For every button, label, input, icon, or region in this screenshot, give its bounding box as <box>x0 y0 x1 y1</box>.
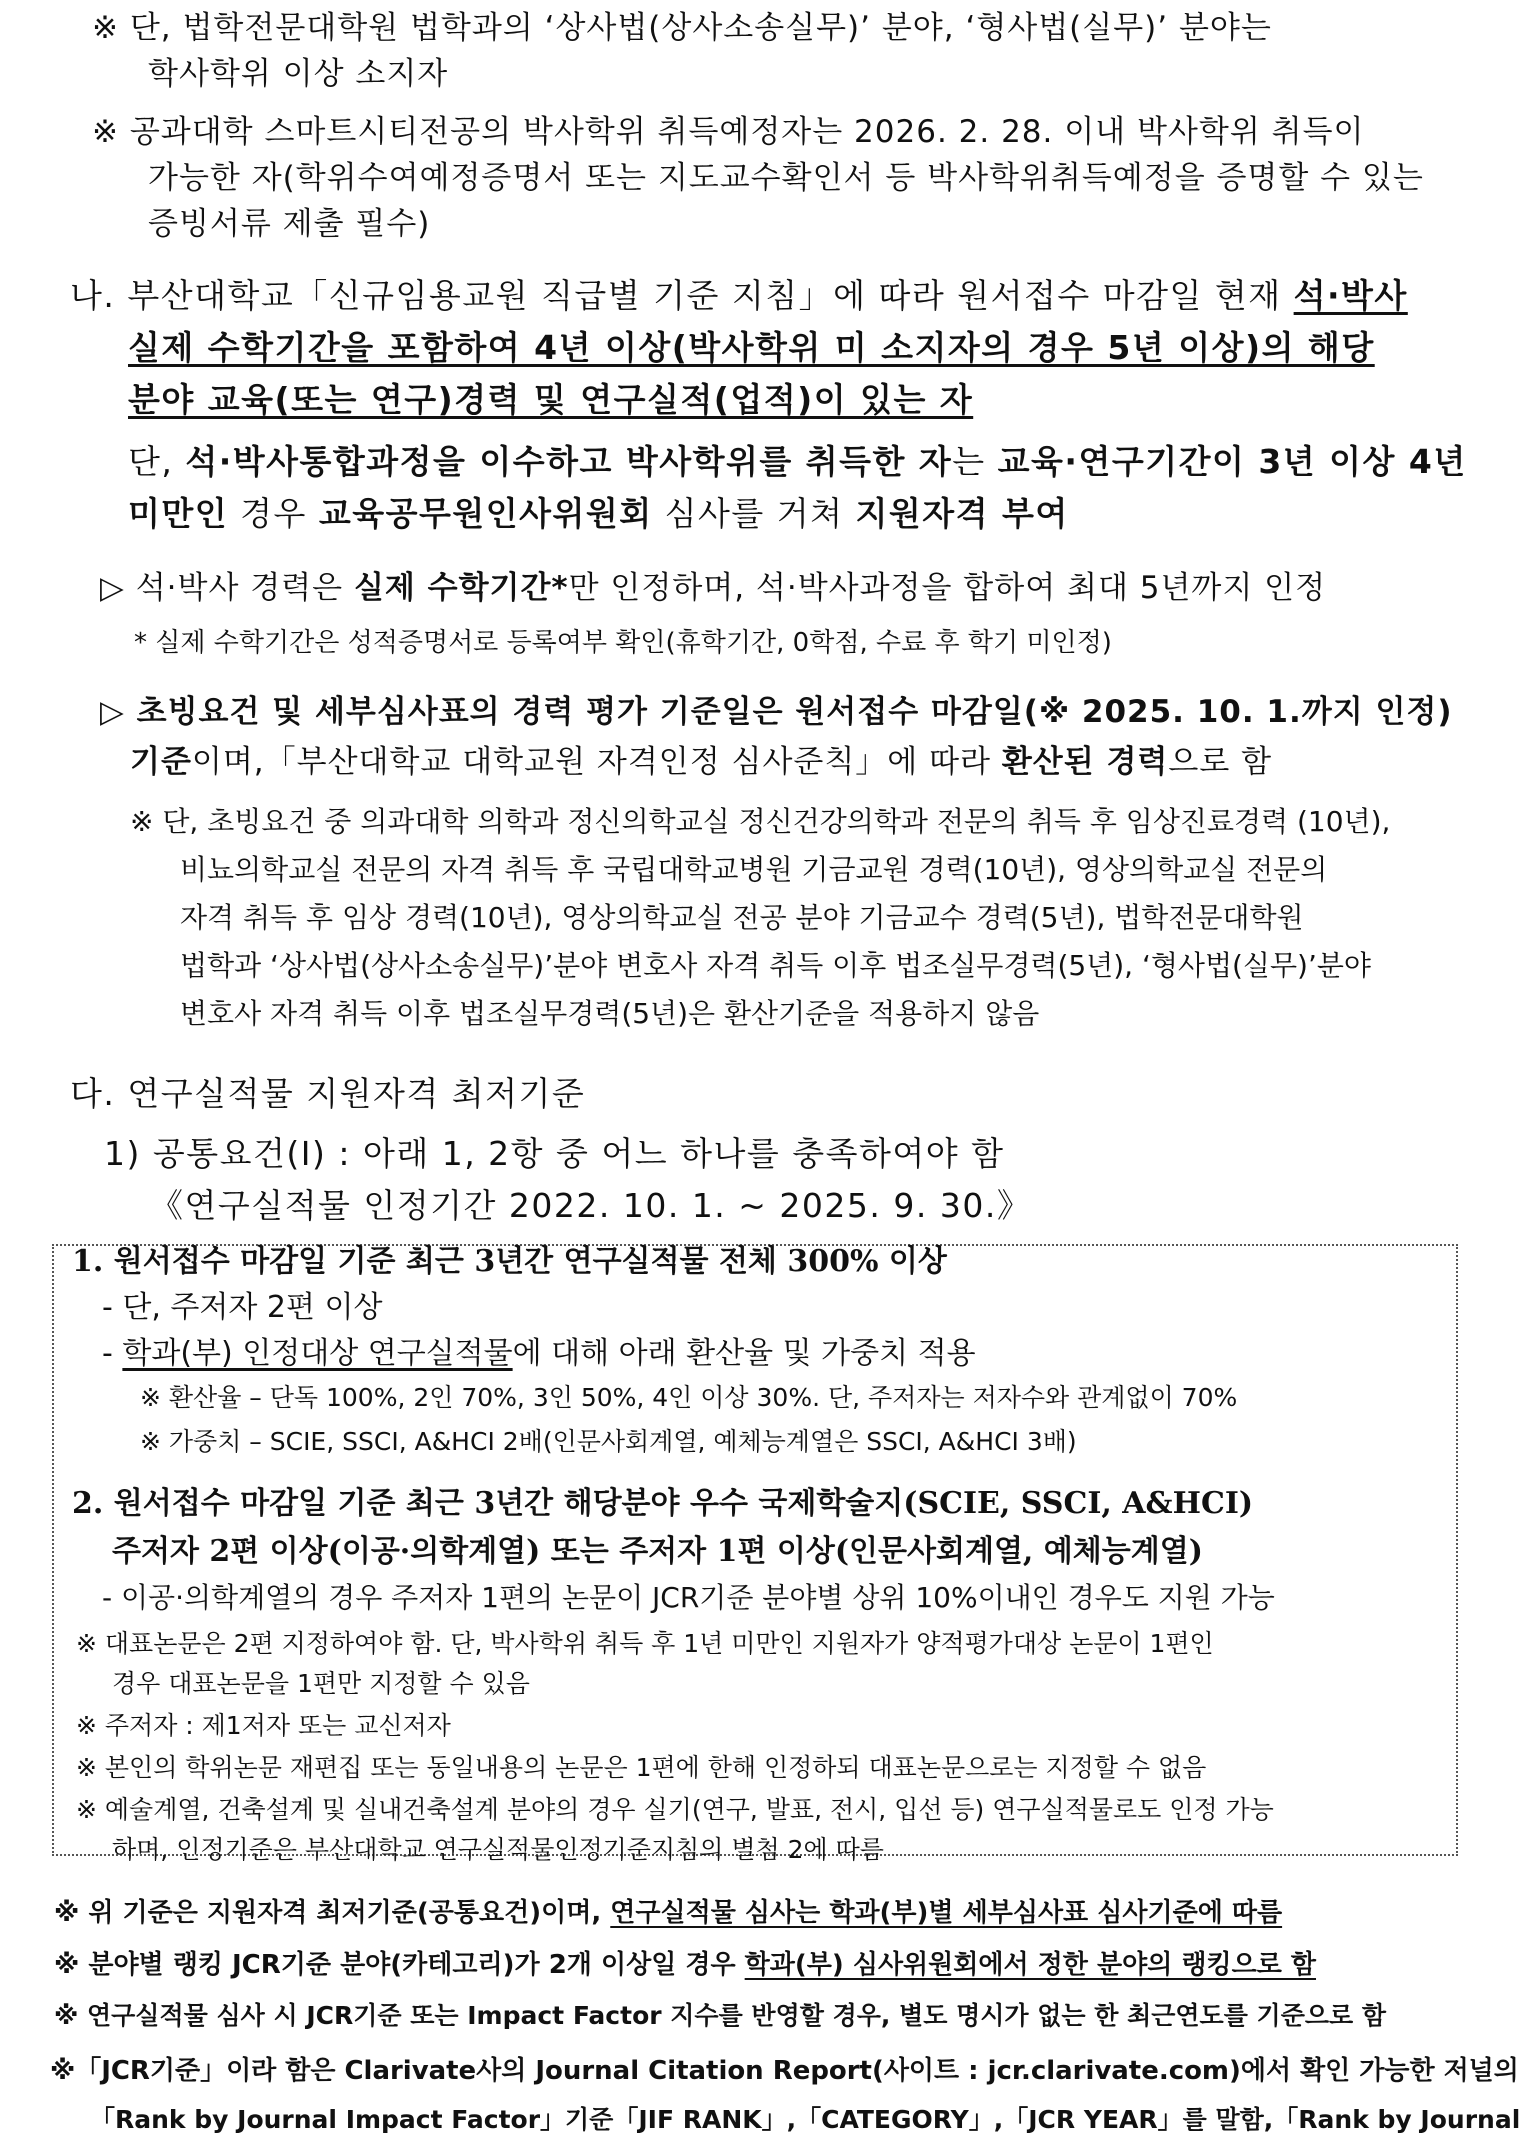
criteria-item-2-cont: 주저자 2편 이상(이공·의학계열) 또는 주저자 1편 이상(인문사회계열, 예체능계열) <box>112 1534 1203 1569</box>
emphasis-text: 석·박사 <box>1293 276 1408 315</box>
criteria-item-1: 1. 원서접수 마감일 기준 최근 3년간 연구실적물 전체 300% 이상 <box>72 1244 947 1279</box>
emphasis-text: 석·박사통합과정을 이수하고 박사학위를 취득한 자 <box>185 442 953 481</box>
underlined-text: 연구실적물 심사는 학과(부)별 세부심사표 심사기준에 따름 <box>610 1898 1283 1928</box>
underlined-text: 학과(부) 인정대상 연구실적물 <box>122 1336 513 1371</box>
text: 는 <box>952 442 998 481</box>
text: 나. 부산대학교「신규임용교원 직급별 기준 지침」에 따라 원서접수 마감일 현재 <box>70 276 1294 315</box>
emphasis-text: 환산된 경력 <box>1001 744 1169 780</box>
bottom-note-jcr-definition: ※「JCR기준」이라 함은 Clarivate사의 Journal Citation Report(사이트 : jcr.clarivate.com)에서 확인 가능한 저널의 <box>50 2056 1519 2086</box>
emphasis-text: 지원자격 부여 <box>855 494 1069 533</box>
footnote-study-period: * 실제 수학기간은 성적증명서로 등록여부 확인(휴학기간, 0학점, 수료 후 학기 미인정) <box>134 628 1112 658</box>
bottom-note-ranking <box>54 1944 1316 1981</box>
emphasis-text: 미만인 <box>128 494 229 533</box>
note-law-school: ※ 단, 법학전문대학원 법학과의 ‘상사법(상사소송실무)’ 분야, ‘형사법(실무)’ 분야는 <box>92 10 1272 46</box>
section-na-exception-cont <box>128 488 1069 535</box>
text: ※ 위 기준은 지원자격 최저기준(공통요건)이며, <box>54 1898 611 1928</box>
emphasis-text: 교육·연구기간이 3년 이상 4년 <box>997 442 1467 481</box>
note-conversion-exception-cont: 법학과 ‘상사법(상사소송실무)’분야 변호사 자격 취득 이후 법조실무경력(5년), ‘형사법(실무)’분야 <box>180 949 1371 982</box>
criteria-item-2-note: ※ 본인의 학위논문 재편집 또는 동일내용의 논문은 1편에 한해 인정하되 대표논문으로는 지정할 수 없음 <box>76 1753 1207 1782</box>
bullet-study-period <box>100 562 1326 607</box>
criteria-item-2-note: ※ 대표논문은 2편 지정하여야 함. 단, 박사학위 취득 후 1년 미만인 지원자가 양적평가대상 논문이 1편인 <box>76 1629 1214 1658</box>
criteria-item-2: 2. 원서접수 마감일 기준 최근 3년간 해당분야 우수 국제학술지(SCIE, SSCI, A&HCI) <box>72 1486 1254 1521</box>
section-da-heading: 다. 연구실적물 지원자격 최저기준 <box>70 1074 586 1113</box>
note-smart-city-cont: 가능한 자(학위수여예정증명서 또는 지도교수확인서 등 박사학위취득예정을 증명할 수 있는 <box>148 160 1424 196</box>
note-conversion-exception-cont: 변호사 자격 취득 이후 법조실무경력(5년)은 환산기준을 적용하지 않음 <box>180 997 1040 1030</box>
criteria-item-1-note: ※ 환산율 – 단독 100%, 2인 70%, 3인 50%, 4인 이상 30%. 단, 주저자는 저자수와 관계없이 70% <box>140 1383 1238 1412</box>
note-law-school-cont: 학사학위 이상 소지자 <box>148 56 449 92</box>
section-na-line3: 분야 교육(또는 연구)경력 및 연구실적(업적)이 있는 자 <box>128 380 974 419</box>
note-conversion-exception: ※ 단, 초빙요건 중 의과대학 의학과 정신의학교실 정신건강의학과 전문의 취득 후 임상진료경력 (10년), <box>130 805 1391 838</box>
emphasis-text: 교육공무원인사위원회 <box>318 494 653 533</box>
section-da-period: 《연구실적물 인정기간 2022. 10. 1. ~ 2025. 9. 30.》 <box>150 1186 1032 1225</box>
section-da-sub1: 1) 공통요건(Ⅰ) : 아래 1, 2항 중 어느 하나를 충족하여야 함 <box>104 1134 1005 1173</box>
criteria-item-2-note: ※ 주저자 : 제1저자 또는 교신저자 <box>76 1711 451 1740</box>
text: 심사를 거쳐 <box>652 494 856 533</box>
text: 만 인정하며, 석·박사과정을 합하여 최대 5년까지 인정 <box>568 570 1327 606</box>
emphasis-text: 실제 수학기간* <box>353 570 569 606</box>
underlined-text: 학과(부) 심사위원회에서 정한 분야의 랭킹으로 함 <box>744 1950 1317 1980</box>
note-smart-city-cont: 증빙서류 제출 필수) <box>148 206 431 242</box>
section-na-exception <box>128 436 1467 483</box>
text: 경우 <box>228 494 319 533</box>
bottom-note-min-criteria <box>54 1892 1282 1929</box>
criteria-item-1-note: ※ 가중치 – SCIE, SSCI, A&HCI 2배(인문사회계열, 예체능계열은 SSCI, A&HCI 3배) <box>140 1427 1077 1456</box>
text: - <box>102 1336 123 1371</box>
bullet-career-date-cont <box>130 736 1272 781</box>
text: 으로 함 <box>1168 744 1273 780</box>
emphasis-text: 기준 <box>130 744 192 780</box>
criteria-item-2-note-cont: 하며, 인정기준은 부산대학교 연구실적물인정기준지침의 별첨 2에 따름 <box>112 1835 884 1864</box>
bullet-career-date: ▷ 초빙요건 및 세부심사표의 경력 평가 기준일은 원서접수 마감일(※ 2025. 10. 1.까지 인정) <box>100 694 1453 730</box>
note-conversion-exception-cont: 자격 취득 후 임상 경력(10년), 영상의학교실 전공 분야 기금교수 경력(5년), 법학전문대학원 <box>180 901 1304 934</box>
criteria-item-2-note: ※ 예술계열, 건축설계 및 실내건축설계 분야의 경우 실기(연구, 발표, 전시, 입선 등) 연구실적물로도 인정 가능 <box>76 1795 1274 1824</box>
section-na-line2: 실제 수학기간을 포함하여 4년 이상(박사학위 미 소지자의 경우 5년 이상)의 해당 <box>128 328 1375 367</box>
note-smart-city: ※ 공과대학 스마트시티전공의 박사학위 취득예정자는 2026. 2. 28. 이내 박사학위 취득이 <box>92 114 1365 150</box>
text: 에 대해 아래 환산율 및 가중치 적용 <box>512 1336 976 1371</box>
bottom-note-jcr-definition-cont: 「Rank by Journal Impact Factor」기준「JIF RANK」,「CATEGORY」,「JCR YEAR」를 말함,「Rank by Journal <box>90 2105 1521 2134</box>
criteria-item-1-detail: - 단, 주저자 2편 이상 <box>102 1290 383 1325</box>
text: 단, <box>128 442 186 481</box>
criteria-item-2-detail: - 이공·의학계열의 경우 주저자 1편의 논문이 JCR기준 분야별 상위 10%이내인 경우도 지원 가능 <box>102 1581 1275 1614</box>
text: ※ 분야별 랭킹 JCR기준 분야(카테고리)가 2개 이상일 경우 <box>54 1950 745 1980</box>
note-conversion-exception-cont: 비뇨의학교실 전문의 자격 취득 후 국립대학교병원 기금교원 경력(10년), 영상의학교실 전문의 <box>180 853 1328 886</box>
criteria-item-2-note-cont: 경우 대표논문을 1편만 지정할 수 있음 <box>112 1669 530 1698</box>
text: 이며,「부산대학교 대학교원 자격인정 심사준칙」에 따라 <box>191 744 1002 780</box>
section-na-line1 <box>70 270 1408 317</box>
criteria-item-1-detail <box>102 1328 976 1372</box>
bottom-note-impact-factor: ※ 연구실적물 심사 시 JCR기준 또는 Impact Factor 지수를 반영할 경우, 별도 명시가 없는 한 최근연도를 기준으로 함 <box>54 2001 1387 2030</box>
text: ▷ 석·박사 경력은 <box>100 570 354 606</box>
